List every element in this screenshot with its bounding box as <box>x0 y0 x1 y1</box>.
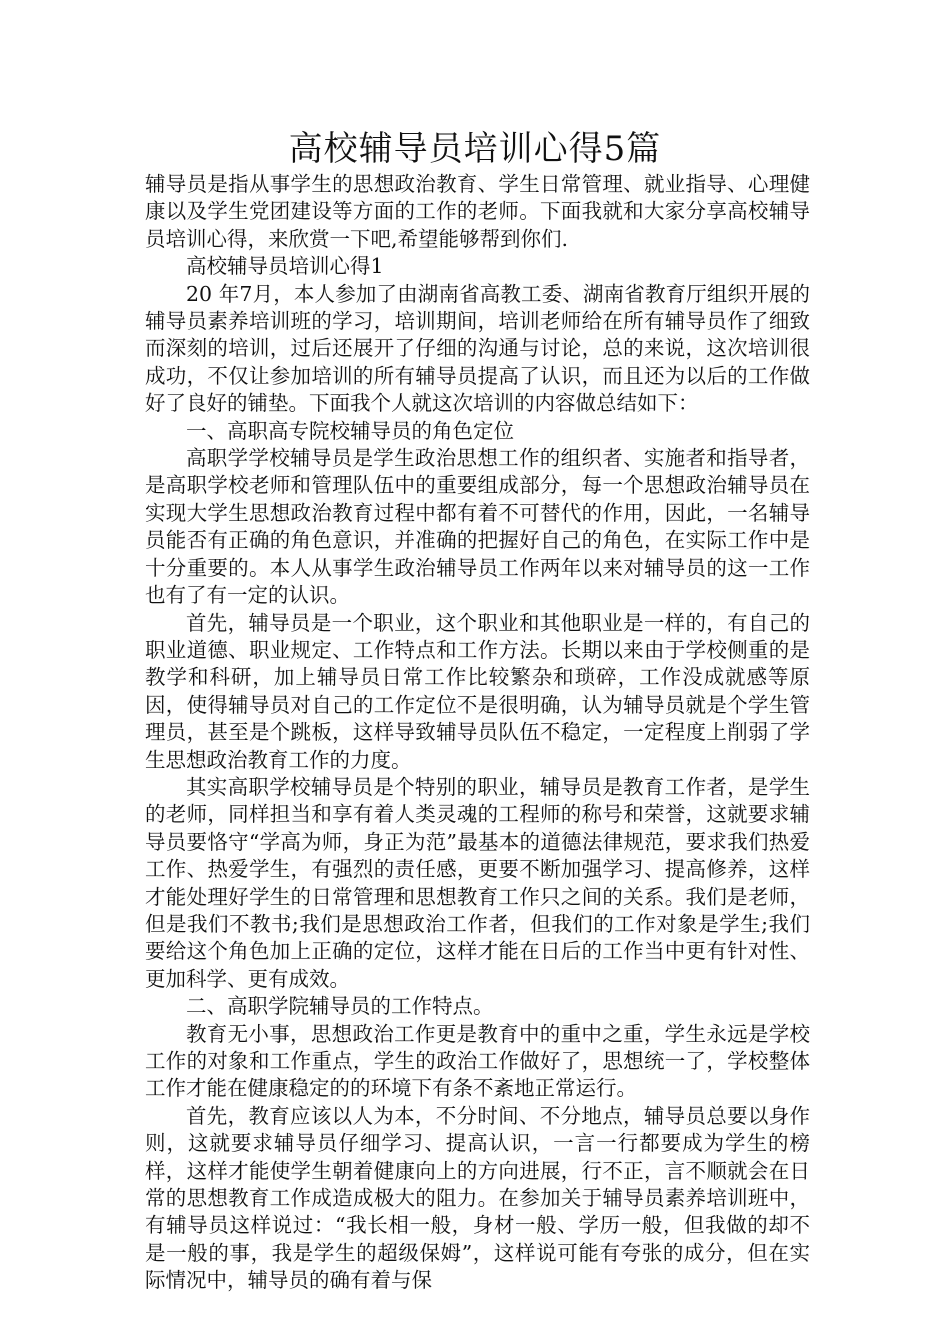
paragraph: 高职学学校辅导员是学生政治思想工作的组织者、实施者和指导者，是高职学校老师和管理队伍中的重要组成部分，每一个思想政治辅导员在实现大学生思想政治教育过程中都有着不可替代的作用，因此，一名辅导员能否有正确的角色意识，并准确的把握好自己的角色，在实际工作中是十分重要的。本人从事学生政治辅导员工作两年以来对辅导员的这一工作也有了有一定的认识。 <box>145 446 810 608</box>
intro-paragraph: 辅导员是指从事学生的思想政治教育、学生日常管理、就业指导、心理健康以及学生党团建设等方面的工作的老师。下面我就和大家分享高校辅导员培训心得，来欣赏一下吧,希望能够帮到你们. <box>145 172 810 251</box>
paragraph: 20 年7月，本人参加了由湖南省高教工委、湖南省教育厅组织开展的辅导员素养培训班的学习，培训期间，培训老师给在所有辅导员作了细致而深刻的培训，过后还展开了仔细的沟通与讨论，总的来说，这次培训很成功，不仅让参加培训的所有辅导员提高了认识，而且还为以后的工作做好了良好的铺垫。下面我个人就这次培训的内容做总结如下： <box>145 281 810 416</box>
subheading-work-characteristics: 二、高职学院辅导员的工作特点。 <box>186 994 494 1019</box>
document-body <box>145 171 810 1295</box>
section-heading-1: 高校辅导员培训心得1 <box>186 254 384 279</box>
subheading-role-positioning: 一、高职高专院校辅导员的角色定位 <box>186 418 514 443</box>
paragraph: 首先，辅导员是一个职业，这个职业和其他职业是一样的，有自己的职业道德、职业规定、工作特点和工作方法。长期以来由于学校侧重的是教学和科研，加上辅导员日常工作比较繁杂和琐碎，工作没成就感等原因，使得辅导员对自己的工作定位不是很明确，认为辅导员就是个学生管理员，甚至是个跳板，这样导致辅导员队伍不稳定，一定程度上削弱了学生思想政治教育工作的力度。 <box>145 610 810 772</box>
paragraph: 其实高职学校辅导员是个特别的职业，辅导员是教育工作者，是学生的老师，同样担当和享有着人类灵魂的工程师的称号和荣誉，这就要求辅导员要恪守“学高为师，身正为范”最基本的道德法律规范，要求我们热爱工作、热爱学生，有强烈的责任感，更要不断加强学习、提高修养，这样才能处理好学生的日常管理和思想教育工作只之间的关系。我们是老师，但是我们不教书;我们是思想政治工作者，但我们的工作对象是学生;我们要给这个角色加上正确的定位，这样才能在日后的工作当中更有针对性、更加科学、更有成效。 <box>145 774 810 991</box>
paragraph: 教育无小事，思想政治工作更是教育中的重中之重，学生永远是学校工作的对象和工作重点，学生的政治工作做好了，思想统一了，学校整体工作才能在健康稳定的的环境下有条不紊地正常运行。 <box>145 1021 810 1101</box>
document-title: 高校辅导员培训心得5篇 <box>288 129 662 169</box>
paragraph: 首先，教育应该以人为本，不分时间、不分地点，辅导员总要以身作则，这就要求辅导员仔细学习、提高认识，一言一行都要成为学生的榜样，这样才能使学生朝着健康向上的方向进展，行不正，言不顺就会在日常的思想教育工作成造成极大的阻力。在参加关于辅导员素养培训班中，有辅导员这样说过：“我长相一般，身材一般、学历一般，但我做的却不是一般的事，我是学生的超级保姆”，这样说可能有夸张的成分，但在实际情况中，辅导员的确有着与保 <box>145 1103 810 1293</box>
